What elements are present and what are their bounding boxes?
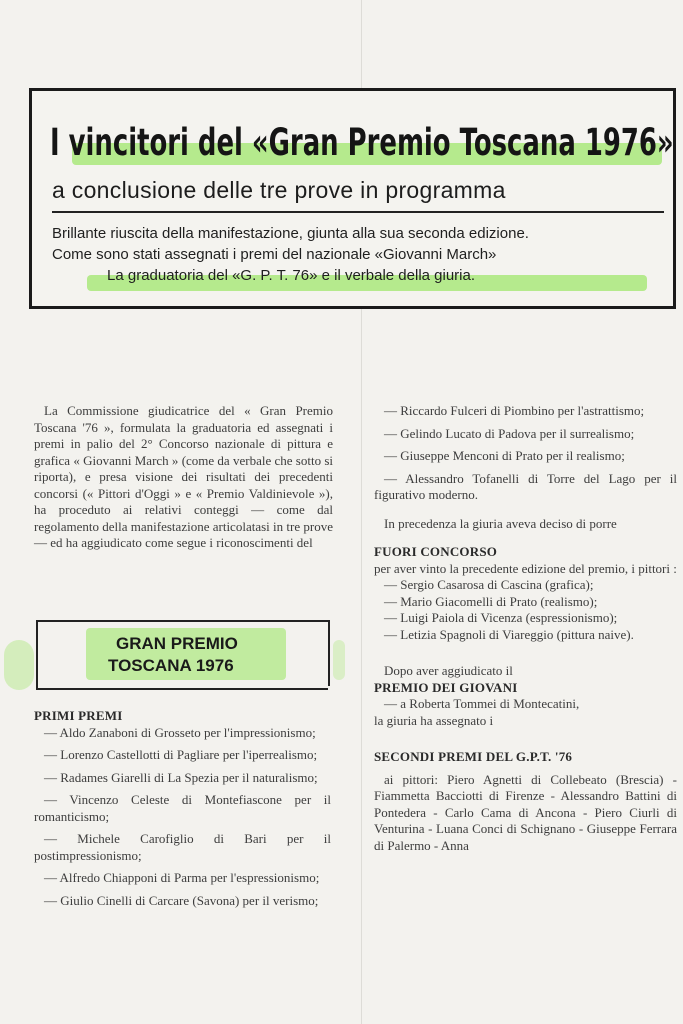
- highlighter-smudge: [4, 640, 34, 690]
- list-item: — Alessandro Tofanelli di Torre del Lago per il figurativo moderno.: [374, 470, 677, 502]
- subheadline: a conclusione delle tre prove in programma: [52, 177, 506, 203]
- highlighter-smudge: [333, 640, 345, 680]
- list-item: — Letizia Spagnoli di Viareggio (pittura naive).: [384, 626, 634, 642]
- headline: I vincitori del «Gran Premio Toscana 1976»: [50, 121, 674, 164]
- list-item: — Giulio Cinelli di Carcare (Savona) per il verismo;: [44, 892, 319, 908]
- intro-line: Come sono stati assegnati i premi del nazionale «Giovanni March»: [52, 246, 497, 263]
- premio-giovani-entry: — a Roberta Tommei di Montecatini,: [384, 696, 580, 711]
- fuori-concorso-intro: per aver vinto la precedente edizione del premio, i pittori :: [374, 560, 677, 576]
- grand-prize-box-border: [328, 620, 330, 686]
- fuori-concorso-heading: FUORI CONCORSO: [374, 544, 498, 559]
- premio-giovani-after: la giuria ha assegnato i: [374, 712, 494, 728]
- list-item: — Radames Giarelli di La Spezia per il naturalismo;: [44, 769, 318, 785]
- after-text: Dopo aver aggiudicato il: [384, 663, 513, 678]
- grand-prize-line: TOSCANA 1976: [108, 656, 234, 675]
- list-item: — Lorenzo Castellotti di Pagliare per l'iperrealismo;: [44, 747, 318, 762]
- list-item: — Sergio Casarosa di Cascina (grafica);: [384, 577, 594, 592]
- headline-divider: [52, 211, 664, 213]
- list-item: — Vincenzo Celeste di Montefiascone per il romanticismo;: [34, 792, 331, 824]
- primi-premi-section: [34, 708, 331, 909]
- list-item: — Giuseppe Menconi di Prato per il realismo;: [384, 448, 625, 463]
- list-item: — Aldo Zanaboni di Grosseto per l'impressionismo;: [44, 724, 316, 740]
- headline-box: [29, 88, 676, 309]
- primi-premi-heading: PRIMI PREMI: [34, 708, 123, 723]
- intro-paragraph: La Commissione giudicatrice del « Gran Premio Toscana '76 », formulata la graduatoria ed assegnati i premi in palio del 2° Concorso nazionale di pittura e grafica « Giovanni March » (come da verbale che sotto si riporta), e presa visione dei risultati dei precedenti concorsi (« Pittori d'Oggi » e « Premio Valdinievole »), ha proceduto ai relativi conteggi — come dal regolamento della manifestazione articolatasi in tre prove — ed ha aggiudicato come segue i riconoscimenti del: [34, 403, 333, 550]
- grand-prize-title: [108, 633, 238, 677]
- premio-giovani-heading: PREMIO DEI GIOVANI: [374, 679, 518, 695]
- intro-line: Brillante riuscita della manifestazione, giunta alla sua seconda edizione.: [52, 225, 529, 242]
- grand-prize-line: GRAN PREMIO: [116, 634, 238, 653]
- intro-line: La graduatoria del «G. P. T. 76» e il verbale della giuria.: [107, 267, 476, 284]
- list-item: — Mario Giacomelli di Prato (realismo);: [384, 593, 598, 609]
- list-item: — Gelindo Lucato di Padova per il surrealismo;: [384, 425, 635, 441]
- secondi-premi-text: ai pittori: Piero Agnetti di Collebeato (Brescia) - Fiammetta Bacciotti di Firenze - Alessandro Battini di Pontedera - Carlo Cama di Ancona - Piero Ciurli di Venturina - Luana Conci di Schignano - Giuseppe Ferrara di Palermo - Anna: [374, 771, 677, 853]
- right-column: [374, 403, 677, 854]
- list-item: — Riccardo Fulceri di Piombino per l'astrattismo;: [384, 403, 645, 418]
- left-column: [34, 403, 333, 552]
- grand-prize-box: [36, 620, 328, 690]
- list-item: — Michele Carofiglio di Bari per il postimpressionismo;: [34, 831, 331, 863]
- list-item: — Alfredo Chiapponi di Parma per l'espressionismo;: [44, 870, 320, 885]
- list-item: — Luigi Paiola di Vicenza (espressionismo);: [384, 610, 618, 625]
- headline-intro: [52, 223, 667, 286]
- secondi-premi-heading: SECONDI PREMI DEL G.P.T. '76: [374, 749, 573, 764]
- precedence-text: In precedenza la giuria aveva deciso di porre: [384, 515, 617, 531]
